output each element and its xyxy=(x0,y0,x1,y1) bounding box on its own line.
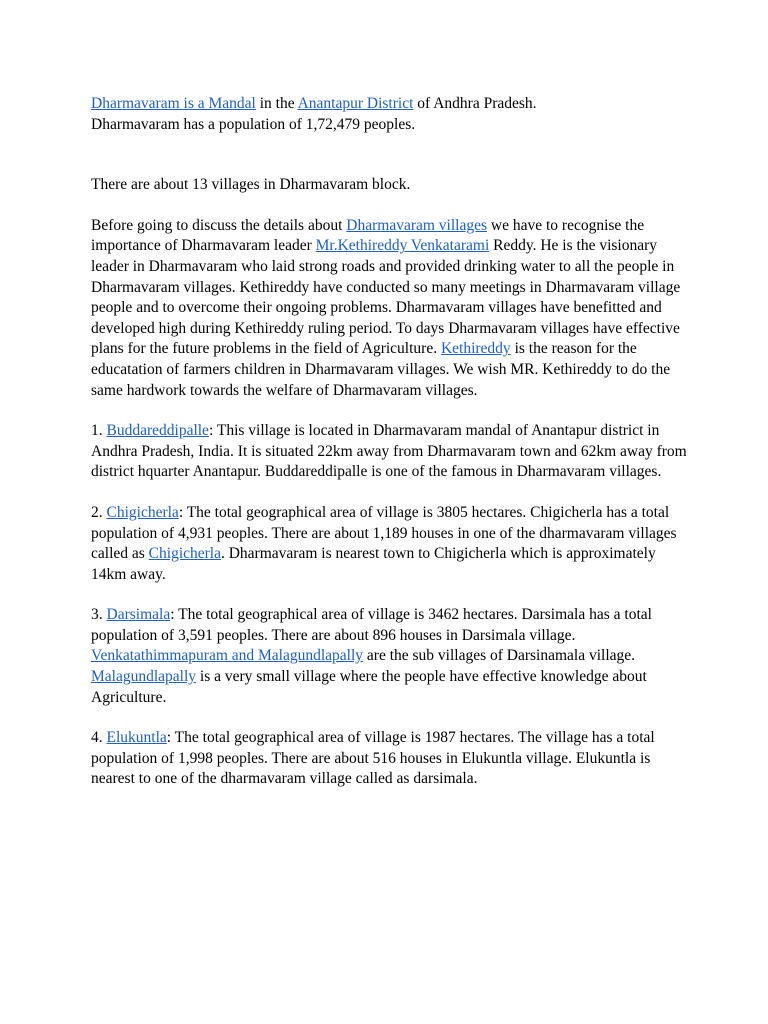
item-number: 2. xyxy=(91,503,107,521)
text: are the sub villages of Darsinamala village. xyxy=(363,647,636,665)
link-anantapur-district[interactable]: Anantapur District xyxy=(297,95,414,112)
link-chigicherla-2[interactable]: Chigicherla xyxy=(148,545,221,563)
list-item-elukuntla xyxy=(91,728,691,790)
villages-count-paragraph: There are about 13 villages in Dharmavaram block. xyxy=(91,176,411,194)
item-number: 3. xyxy=(91,606,107,624)
link-dharmavaram-villages[interactable]: Dharmavaram villages xyxy=(346,216,488,234)
link-darsimala[interactable]: Darsimala xyxy=(106,606,171,624)
link-venkatathimmapuram-malagundlapally[interactable]: Venkatathimmapuram and Malagundlapally xyxy=(91,647,364,665)
spacer xyxy=(91,585,691,605)
list-item-darsimala xyxy=(91,605,691,708)
link-kethireddy[interactable]: Kethireddy xyxy=(440,340,511,358)
text: in the xyxy=(255,95,298,112)
population-text: Dharmavaram has a population of 1,72,479 peoples. xyxy=(91,115,416,133)
link-chigicherla[interactable]: Chigicherla xyxy=(106,503,179,521)
text: . Dharmavaram is nearest town to Chigicherla which is approximately 14km away. xyxy=(91,545,656,583)
link-dharmavaram-mandal[interactable]: Dharmavaram is a Mandal xyxy=(91,95,256,112)
spacer xyxy=(91,708,691,728)
text: Reddy. He is the visionary leader in Dharmavaram who laid strong roads and provided drinking water to all the people in Dharmavaram villages. Kethireddy have conducted so many meetings in Dharmavaram village people and to overcome their ongoing problems. Dharmavaram villages have benefitted and developed high during Kethireddy ruling period. To days Dharmavaram villages have effective plans for the future problems in the field of Agriculture. xyxy=(91,237,681,358)
text: is the reason for the educatation of farmers children in Dharmavaram villages. We wish MR. Kethireddy to do the same hardwork towards the welfare of Dharmavaram villages. xyxy=(91,340,671,399)
link-elukuntla[interactable]: Elukuntla xyxy=(106,729,167,747)
text: : This village is located in Dharmavaram mandal of Anantapur district in Andhra Pradesh, India. It is situated 22km away from Dharmavaram town and 62km away from district hquarter Anantapur. Buddareddipalle is one of the famous in Dharmavaram villages. xyxy=(91,422,687,481)
spacer xyxy=(91,135,691,175)
document-body xyxy=(91,94,691,790)
item-number: 4. xyxy=(91,729,107,747)
list-item-chigicherla xyxy=(91,503,691,585)
intro-paragraph xyxy=(91,94,691,135)
text: : The total geographical area of village is 3805 hectares. Chigicherla has a total population of 4,931 peoples. There are about 1,189 houses in one of the dharmavaram villages called as xyxy=(91,503,677,563)
item-number: 1. xyxy=(91,422,107,440)
text: is a very small village where the people have effective knowledge about Agriculture. xyxy=(91,668,647,706)
text: Before going to discuss the details about xyxy=(91,216,347,234)
list-item-buddareddipalle xyxy=(91,421,691,483)
spacer xyxy=(91,401,691,421)
spacer xyxy=(91,483,691,503)
link-buddareddipalle[interactable]: Buddareddipalle xyxy=(106,422,209,440)
leader-paragraph xyxy=(91,216,691,401)
text: of Andhra Pradesh. xyxy=(413,95,537,112)
link-malagundlapally[interactable]: Malagundlapally xyxy=(91,668,197,686)
text: : The total geographical area of village is 3462 hectares. Darsimala has a total population of 3,591 peoples. There are about 896 houses in Darsimala village. xyxy=(91,606,652,644)
text: we have to recognise the importance of Dharmavaram leader xyxy=(91,216,645,255)
text: : The total geographical area of village is 1987 hectares. The village has a total population of 1,998 peoples. There are about 516 houses in Elukuntla village. Elukuntla is nearest to one of the dharmavaram village called as darsimala. xyxy=(91,729,655,788)
spacer xyxy=(91,196,691,216)
link-kethireddy-venkatarami[interactable]: Mr.Kethireddy Venkatarami xyxy=(315,237,490,255)
